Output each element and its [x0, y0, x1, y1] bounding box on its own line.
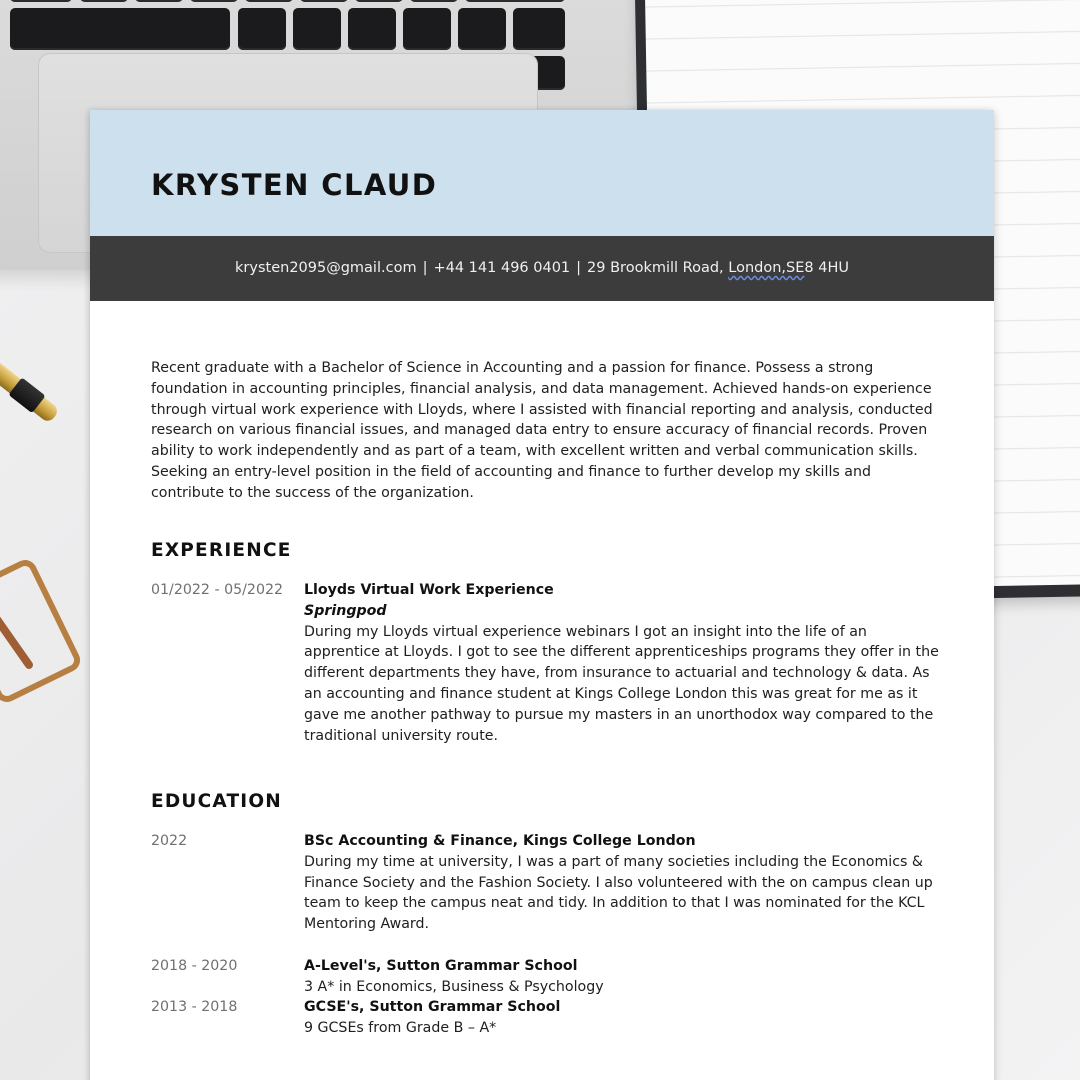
education-title: BSc Accounting & Finance, Kings College London: [304, 833, 696, 849]
experience-org: Springpod: [304, 602, 387, 619]
education-description: 9 GCSEs from Grade B – A*: [304, 1019, 497, 1036]
experience-title: Lloyds Virtual Work Experience: [304, 582, 554, 598]
education-title: GCSE's, Sutton Grammar School: [304, 999, 561, 1015]
education-heading: EDUCATION: [151, 791, 282, 812]
education-dates: 2022: [151, 833, 188, 849]
education-description: During my time at university, I was a part of many societies including the Economics & Finance Society and the Fashion Society. I also volunteered with the on campus clean up team to keep the campus neat and tidy. In addition to that I was nominated for the KCL Mentoring Award.: [304, 853, 933, 933]
contact-address-prefix: 29 Brookmill Road,: [587, 260, 729, 276]
education-title: A-Level's, Sutton Grammar School: [304, 958, 578, 974]
experience-heading: EXPERIENCE: [151, 540, 292, 561]
resume-page: [90, 110, 994, 1080]
education-dates: 2013 - 2018: [151, 999, 238, 1015]
eyeglasses: [0, 540, 90, 680]
education-dates: 2018 - 2020: [151, 958, 238, 974]
contact-address-suffix: 8 4HU: [804, 260, 849, 276]
contact-address-flagged: London,SE: [728, 260, 805, 276]
contact-bar: krysten2095@gmail.com | +44 141 496 0401 | 29 Brookmill Road, London,SE8 4HU: [90, 236, 994, 301]
experience-description: During my Lloyds virtual experience webinars I got an insight into the life of an apprentice at Lloyds. I got to see the different apprenticeships programs they offer in the different departments they have, from insurance to actuarial and technology & data. As an accounting and finance student at Kings College London this was great for me as it gave me another pathway to pursue my masters in an unorthodox way compared to the traditional university route.: [304, 623, 939, 744]
contact-phone: +44 141 496 0401: [433, 260, 571, 276]
candidate-name: KRYSTEN CLAUD: [151, 168, 438, 202]
profile-summary: Recent graduate with a Bachelor of Science in Accounting and a passion for finance. Possess a strong foundation in accounting principles, financial analysis, and data management. Achieved hands-on experience through virtual work experience with Lloyds, where I assisted with financial reporting and analysis, conducted research on various financial issues, and managed data entry to ensure accuracy of financial records. Proven ability to work independently and as part of a team, with excellent written and verbal communication skills. Seeking an entry-level position in the field of accounting and finance to further develop my skills and contribute to the success of the organization.: [151, 360, 933, 501]
experience-dates: 01/2022 - 05/2022: [151, 582, 284, 598]
contact-email: krysten2095@gmail.com: [235, 260, 417, 276]
resume-header: [90, 110, 994, 236]
education-description: 3 A* in Economics, Business & Psychology: [304, 978, 604, 995]
